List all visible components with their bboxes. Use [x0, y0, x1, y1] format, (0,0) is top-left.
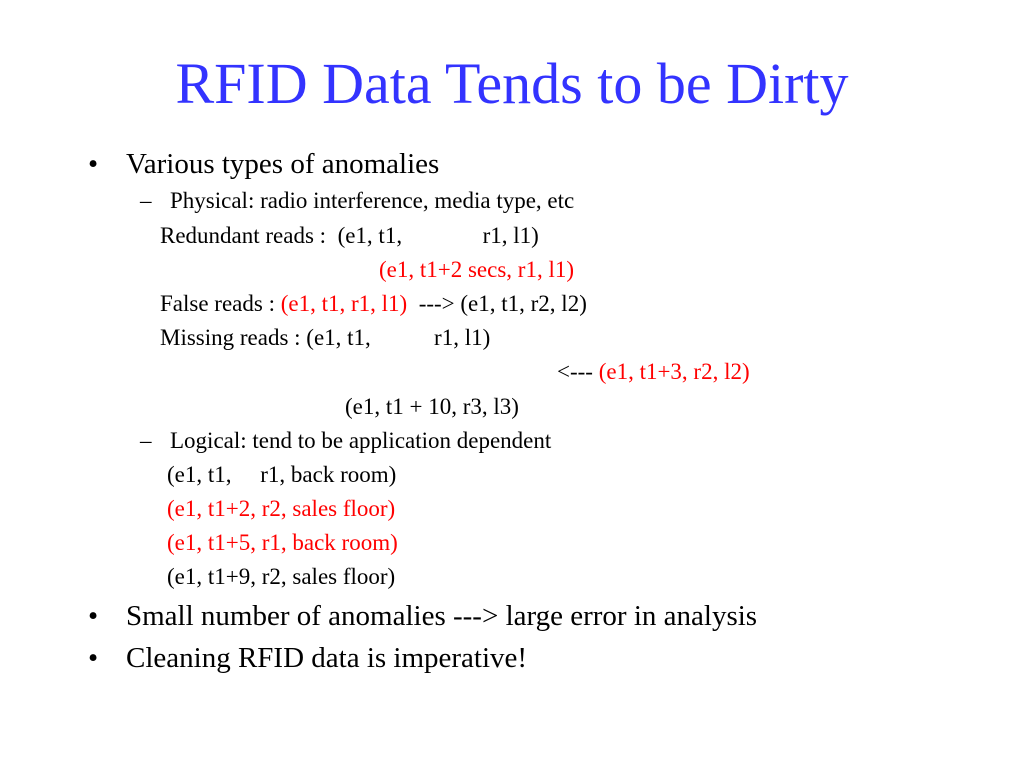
- redundant-reads-second: (e1, t1+2 secs, r1, l1): [379, 257, 575, 282]
- false-reads-rest: ---> (e1, t1, r2, l2): [407, 291, 587, 316]
- logical-row: (e1, t1+9, r2, sales floor): [167, 564, 396, 589]
- logical-row: (e1, t1+5, r1, back room): [167, 530, 398, 555]
- bullet-marker: •: [88, 148, 99, 180]
- slide-title: RFID Data Tends to be Dirty: [175, 51, 849, 116]
- bullet-cleaning: Cleaning RFID data is imperative!: [126, 642, 528, 674]
- dash-marker: –: [140, 188, 152, 213]
- false-reads-red: (e1, t1, r1, l1): [280, 291, 408, 316]
- bullet-marker: •: [88, 642, 99, 674]
- bullet-small-number: Small number of anomalies ---> large error in analysis: [126, 600, 758, 632]
- missing-reads-red: (e1, t1+3, r2, l2): [598, 359, 750, 384]
- bullet-various-anomalies: Various types of anomalies: [126, 148, 440, 180]
- missing-reads-last: (e1, t1 + 10, r3, l3): [345, 394, 519, 419]
- sub-bullet-physical: Physical: radio interference, media type, etc: [170, 188, 575, 213]
- missing-reads-line: Missing reads : (e1, t1, r1, l1): [160, 325, 491, 350]
- false-reads-label: False reads :: [160, 291, 281, 316]
- redundant-reads-line: Redundant reads : (e1, t1, r1, l1): [160, 223, 539, 248]
- logical-row: (e1, t1, r1, back room): [167, 462, 397, 487]
- bullet-marker: •: [88, 600, 99, 632]
- dash-marker: –: [140, 428, 152, 453]
- missing-reads-arrow: <---: [557, 359, 599, 384]
- false-reads-line: [160, 290, 587, 318]
- sub-bullet-logical: Logical: tend to be application dependent: [170, 428, 552, 453]
- missing-reads-arrow-line: [557, 358, 750, 386]
- logical-row: (e1, t1+2, r2, sales floor): [167, 496, 396, 521]
